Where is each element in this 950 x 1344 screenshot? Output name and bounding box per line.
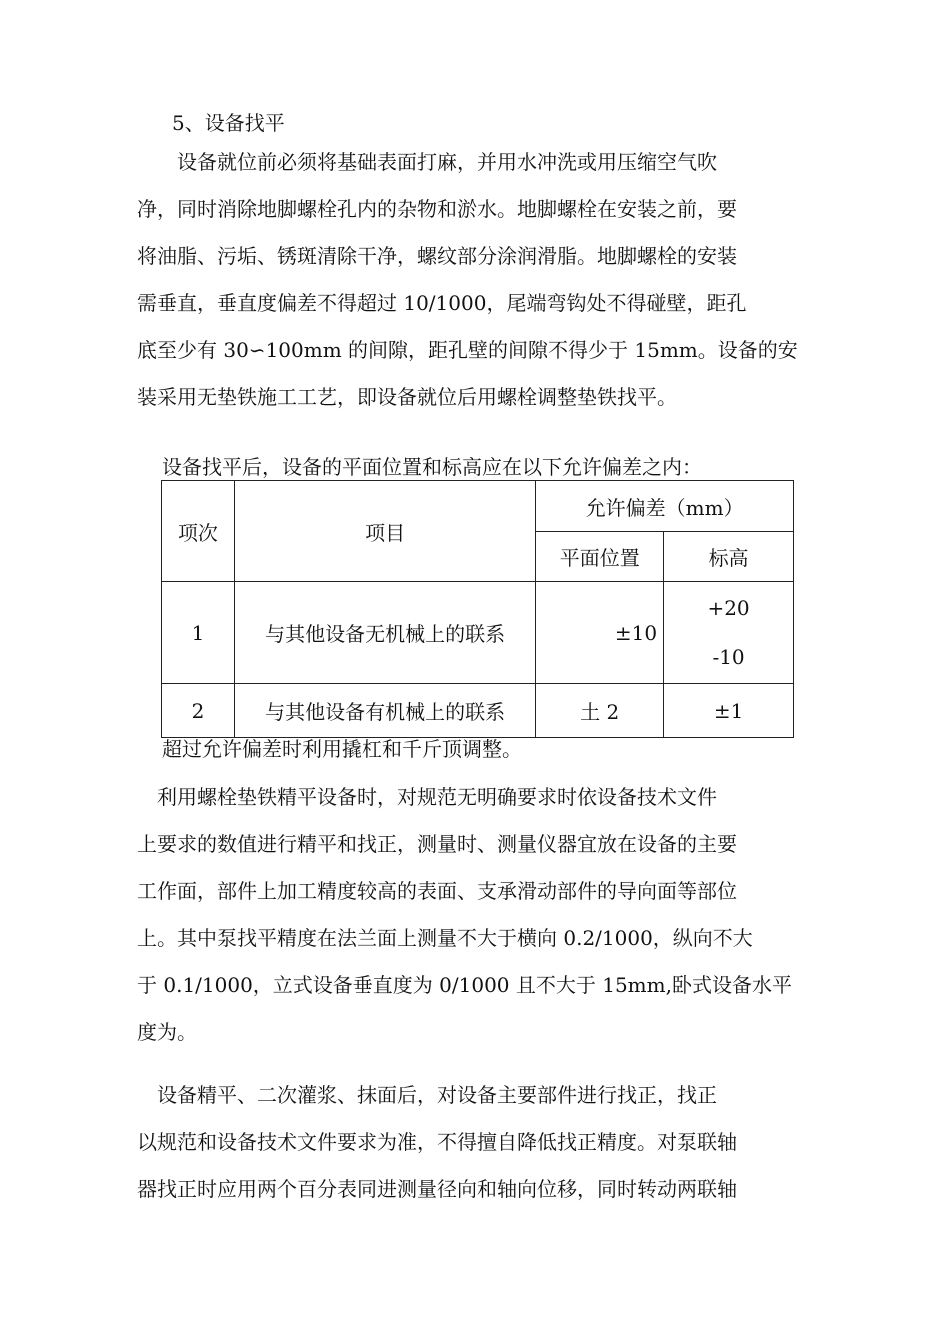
paragraph-line: 上要求的数值进行精平和找正，测量时、测量仪器宜放在设备的主要 (137, 832, 737, 856)
paragraph-line: 利用螺栓垫铁精平设备时，对规范无明确要求时依设备技术文件 (137, 785, 717, 809)
paragraph-line: 器找正时应用两个百分表同进测量径向和轴向位移，同时转动两联轴 (137, 1177, 737, 1201)
section-heading: 5、设备找平 (172, 111, 285, 135)
paragraph-fine-leveling (137, 774, 821, 1056)
paragraph-line: 将油脂、污垢、锈斑清除干净，螺纹部分涂润滑脂。地脚螺栓的安装 (137, 244, 737, 268)
paragraph-line: 底至少有 30∽100mm 的间隙，距孔壁的间隙不得少于 15mm。设备的安 (137, 338, 798, 362)
paragraph-line: 装采用无垫铁施工工艺，即设备就位后用螺栓调整垫铁找平。 (137, 385, 677, 409)
cell-item: 与其他设备有机械上的联系 (234, 684, 535, 738)
elevation-lower: -10 (712, 644, 745, 669)
paragraph-line: 净，同时消除地脚螺栓孔内的杂物和淤水。地脚螺栓在安装之前，要 (137, 197, 737, 221)
paragraph-line: 以规范和设备技术文件要求为准，不得擅自降低找正精度。对泵联轴 (137, 1130, 737, 1154)
elevation-upper: +20 (707, 595, 750, 620)
cell-elevation (664, 582, 794, 684)
table-header-row (162, 481, 794, 532)
header-index: 项次 (162, 481, 235, 582)
cell-index: 1 (162, 582, 235, 684)
paragraph-line: 工作面，部件上加工精度较高的表面、支承滑动部件的导向面等部位 (137, 879, 737, 903)
paragraph-line: 设备就位前必须将基础表面打麻，并用水冲洗或用压缩空气吹 (137, 150, 717, 174)
header-elevation: 标高 (664, 532, 794, 582)
paragraph-foundation-bolts (137, 139, 821, 421)
after-table-note: 超过允许偏差时利用撬杠和千斤顶调整。 (162, 737, 522, 761)
paragraph-alignment (137, 1072, 821, 1213)
cell-index: 2 (162, 684, 235, 738)
deviation-table (161, 480, 794, 738)
paragraph-line: 于 0.1/1000，立式设备垂直度为 0/1000 且不大于 15mm,卧式设备水平 (137, 973, 792, 997)
paragraph-line: 设备精平、二次灌浆、抹面后，对设备主要部件进行找正，找正 (137, 1083, 717, 1107)
cell-plane: 土 2 (536, 684, 664, 738)
cell-plane: ±10 (536, 582, 664, 684)
paragraph-line: 需垂直，垂直度偏差不得超过 10/1000，尾端弯钩处不得碰壁，距孔 (137, 291, 747, 315)
paragraph-line: 上。其中泵找平精度在法兰面上测量不大于横向 0.2/1000，纵向不大 (137, 926, 753, 950)
header-item: 项目 (234, 481, 535, 582)
table-intro: 设备找平后，设备的平面位置和标高应在以下允许偏差之内： (162, 455, 702, 479)
header-allowed-deviation: 允许偏差（mm） (536, 481, 794, 532)
table-row (162, 582, 794, 684)
paragraph-line: 度为。 (137, 1020, 197, 1044)
cell-item: 与其他设备无机械上的联系 (234, 582, 535, 684)
cell-elevation: ±1 (664, 684, 794, 738)
header-plane-position: 平面位置 (536, 532, 664, 582)
table-row (162, 684, 794, 738)
